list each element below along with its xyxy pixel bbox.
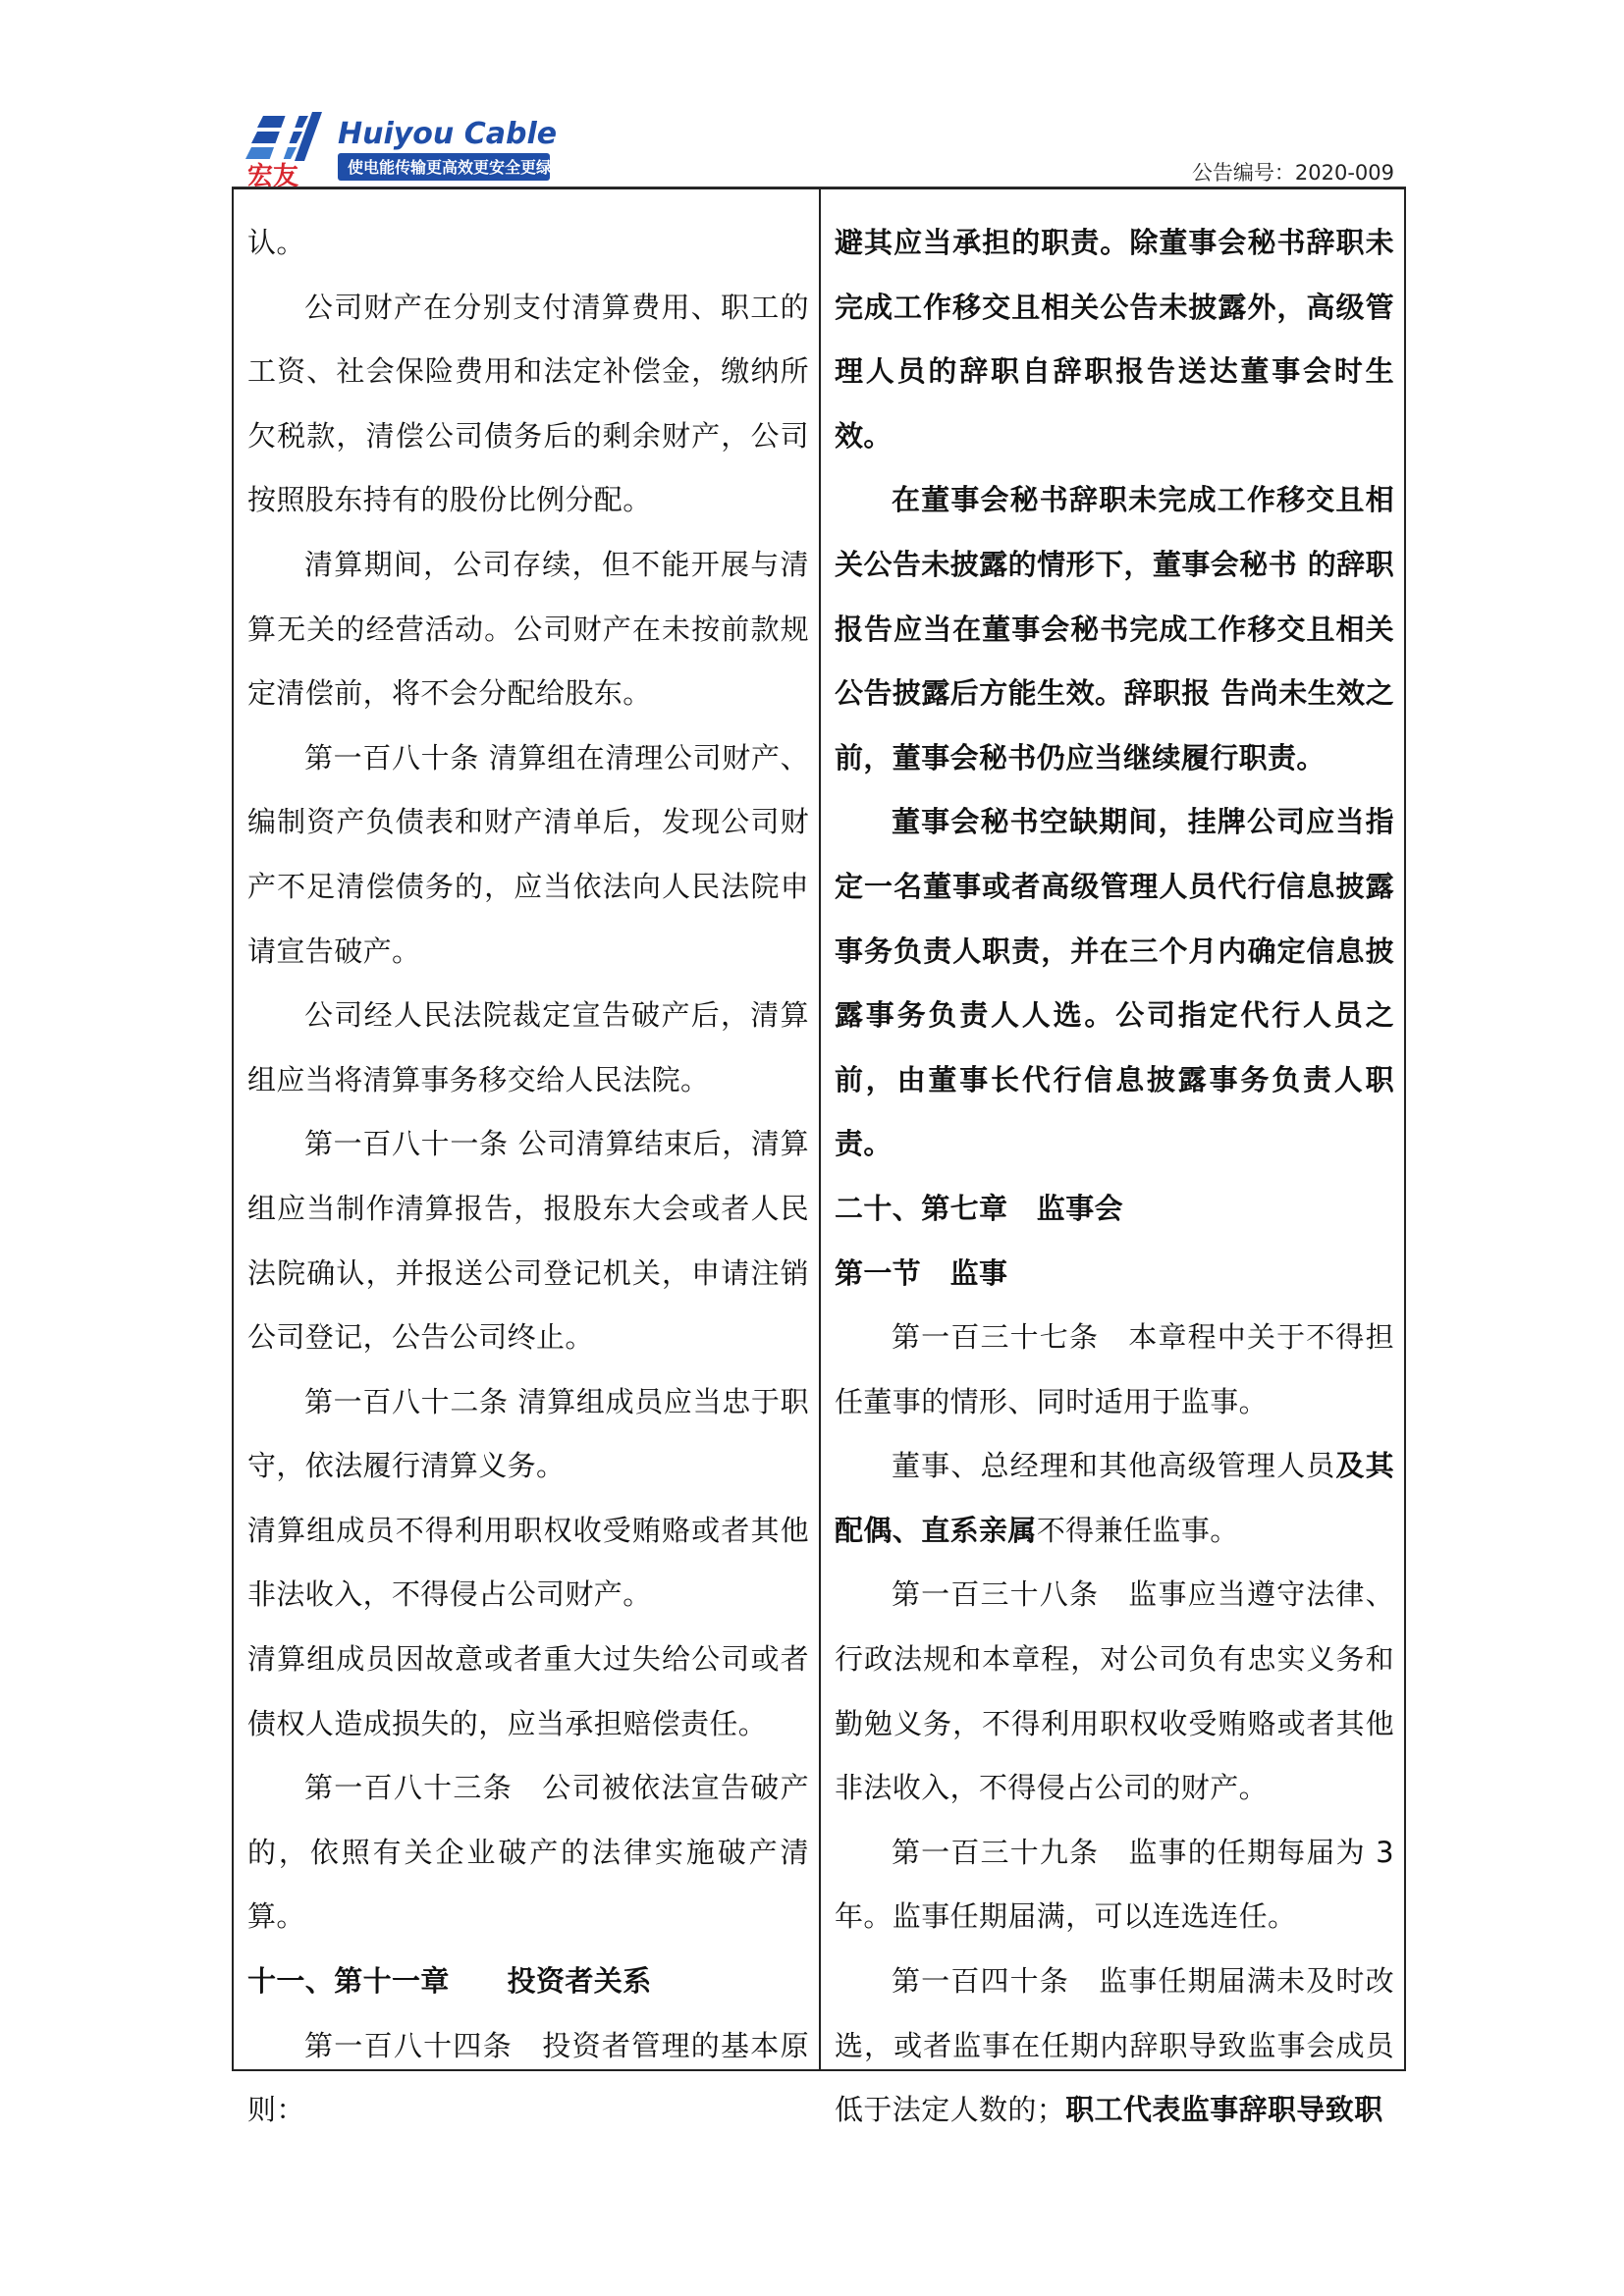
left-paragraph-8: 清算组成员不得利用职权收受贿赂或者其他非法收入，不得侵占公司财产。 <box>247 1513 809 1612</box>
left-paragraph-1: 认。 <box>247 226 305 259</box>
right-paragraph-2: 在董事会秘书辞职未完成工作移交且相关公告未披露的情形下，董事会秘书 的辞职报告应当在董事会秘书完成工作移交且相关公告披露后方能生效。辞职报 告尚未生效之前，董事会秘书仍应当继续履行职责。 <box>835 483 1394 774</box>
logo-brand-en: Huiyou Cable <box>338 117 558 151</box>
left-paragraph-6: 第一百八十一条 公司清算结束后，清算组应当制作清算报告，报股东大会或者人民法院确认，并报送公司登记机关，申请注销公司登记，公告公司终止。 <box>247 1127 809 1355</box>
huiyou-cable-logo <box>244 110 568 191</box>
right-paragraph-9: 第一百三十九条 监事的任期每届为 3 年。监事任期届满，可以连选连任。 <box>835 1835 1394 1934</box>
right-paragraph-4: 二十、第七章 监事会 <box>835 1191 1124 1225</box>
left-paragraph-12: 第一百八十四条 投资者管理的基本原则： <box>247 2028 809 2127</box>
left-paragraph-4: 第一百八十条 清算组在清理公司财产、编制资产负债表和财产清单后，发现公司财产不足清偿债务的，应当依法向人民法院申请宣告破产。 <box>247 740 809 968</box>
logo-mark-icon <box>245 112 322 161</box>
comparison-table <box>232 187 1406 2127</box>
left-paragraph-10: 第一百八十三条 公司被依法宣告破产的，依照有关企业破产的法律实施破产清算。 <box>247 1771 809 1934</box>
left-paragraph-3: 清算期间，公司存续，但不能开展与清算无关的经营活动。公司财产在未按前款规定清偿前，将不会分配给股东。 <box>247 547 809 711</box>
left-column <box>234 189 821 2127</box>
left-paragraph-11: 十一、第十一章 投资者关系 <box>247 1964 652 1999</box>
right-paragraph-1: 避其应当承担的职责。除董事会秘书辞职未完成工作移交且相关公告未披露外，高级管理人员的辞职自辞职报告送达董事会时生效。 <box>835 226 1394 453</box>
logo-slogan: 使电能传输更高效更安全更绿色 <box>348 158 568 177</box>
right-paragraph-8: 第一百三十八条 监事应当遵守法律、行政法规和本章程，对公司负有忠实义务和勤勉义务，不得利用职权收受贿赂或者其他非法收入，不得侵占公司的财产。 <box>835 1577 1394 1805</box>
right-paragraph-5: 第一节 监事 <box>835 1255 1008 1290</box>
right-paragraph-10-run-2: 职工代表监事辞职导致职 <box>1065 2093 1383 2127</box>
right-paragraph-7 <box>835 1434 1394 1563</box>
right-paragraph-7-run-2: 及其配偶、直系亲属 <box>835 1449 1394 1547</box>
right-paragraph-3: 董事会秘书空缺期间，挂牌公司应当指定一名董事或者高级管理人员代行信息披露事务负责人职责，并在三个月内确定信息披露事务负责人人选。公司指定代行人员之前，由董事长代行信息披露事务负责人职责。 <box>835 805 1394 1161</box>
right-paragraph-7-run-1: 董事、总经理和其他高级管理人员 <box>892 1449 1336 1483</box>
right-paragraph-6: 第一百三十七条 本章程中关于不得担任董事的情形、同时适用于监事。 <box>835 1320 1394 1418</box>
notice-number: 公告编号：2020-009 <box>1191 161 1394 185</box>
left-paragraph-9: 清算组成员因故意或者重大过失给公司或者债权人造成损失的，应当承担赔偿责任。 <box>247 1642 809 1740</box>
right-paragraph-10 <box>835 1949 1394 2143</box>
left-paragraph-7: 第一百八十二条 清算组成员应当忠于职守，依法履行清算义务。 <box>247 1384 809 1483</box>
right-paragraph-10-run-1: 第一百四十条 监事任期届满未及时改选，或者监事在任期内辞职导致监事会成员低于法定人数的； <box>835 1964 1394 2127</box>
logo-brand-cn: 宏友 <box>247 162 299 191</box>
right-column <box>821 189 1404 2127</box>
right-paragraph-7-run-3: 不得兼任监事。 <box>1036 1513 1239 1547</box>
left-paragraph-5: 公司经人民法院裁定宣告破产后，清算组应当将清算事务移交给人民法院。 <box>247 998 809 1096</box>
left-paragraph-2: 公司财产在分别支付清算费用、职工的工资、社会保险费用和法定补偿金，缴纳所欠税款，清偿公司债务后的剩余财产，公司按照股东持有的股份比例分配。 <box>247 290 809 517</box>
